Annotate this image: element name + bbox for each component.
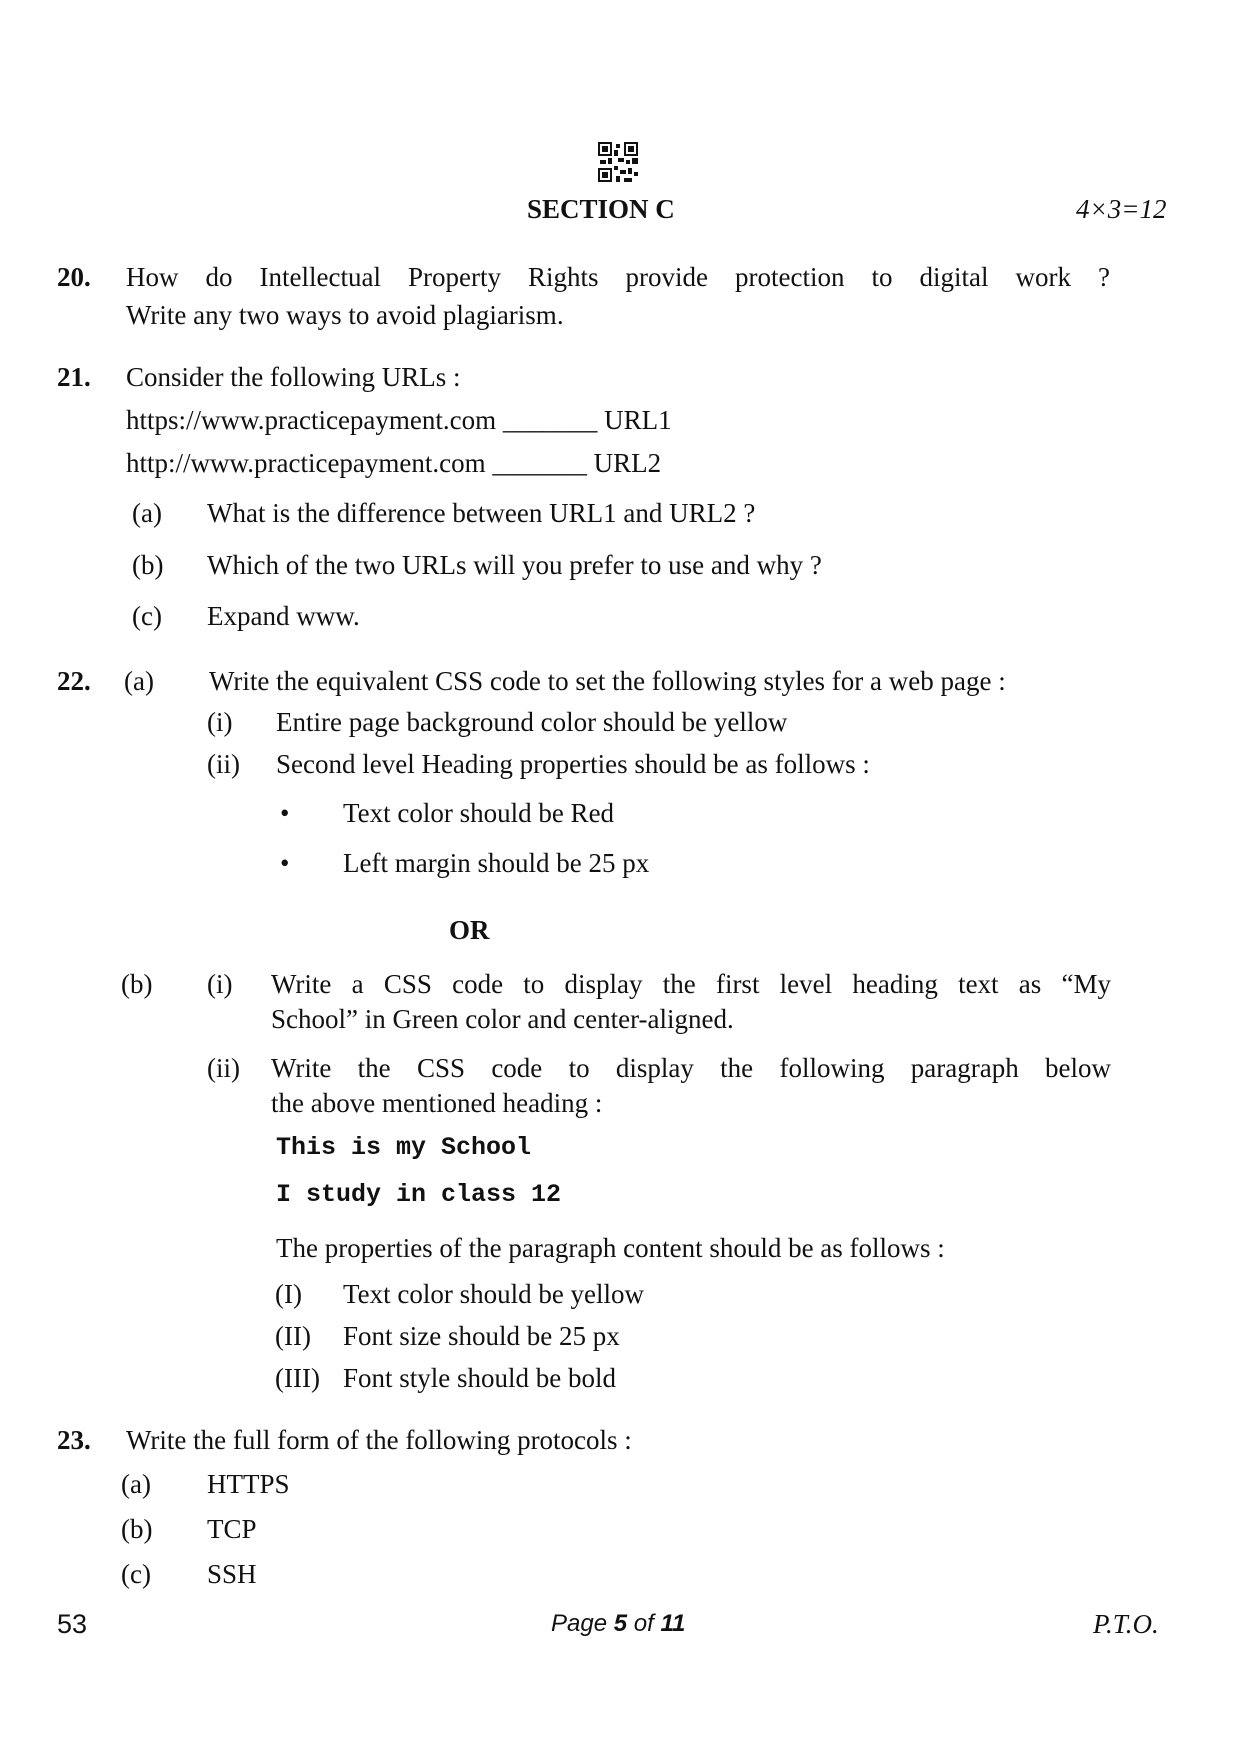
page-indicator: Page 5 of 11 — [551, 1610, 686, 1637]
q23-part-label: (b) — [121, 1514, 153, 1544]
q22-bullet-text: Left margin should be 25 px — [343, 848, 650, 878]
pto-label: P.T.O. — [1093, 1609, 1159, 1639]
section-title: SECTION C — [527, 194, 675, 224]
q22-a-text: Write the equivalent CSS code to set the following styles for a web page : — [209, 666, 1006, 696]
q22-bullet-text: Text color should be Red — [343, 798, 615, 828]
q22-b-ii-line1: Write the CSS code to display the following paragraph below — [271, 1053, 1111, 1083]
q22-b-ii-label: (ii) — [207, 1053, 240, 1083]
q22-b-label: (b) — [121, 969, 153, 999]
q22-prop-label: (II) — [275, 1321, 311, 1351]
q23-part-text: HTTPS — [207, 1469, 290, 1499]
q22-b-i-label: (i) — [207, 969, 233, 999]
q21-part-text: Which of the two URLs will you prefer to use and why ? — [207, 550, 822, 580]
bullet-icon: • — [280, 848, 290, 878]
q21-part-label: (c) — [132, 601, 162, 631]
q22-prop-text: Font style should be bold — [343, 1363, 617, 1393]
question-number-20: 20. — [57, 262, 91, 292]
q22-prop-text: Text color should be yellow — [343, 1279, 645, 1309]
q23-part-text: SSH — [207, 1559, 257, 1589]
q22-b-i-line2: School” in Green color and center-aligned. — [271, 1004, 734, 1034]
code-line-1: This is my School — [276, 1133, 532, 1162]
q23-intro: Write the full form of the following protocols : — [126, 1425, 632, 1455]
question-number-22: 22. — [57, 666, 91, 696]
or-divider: OR — [449, 915, 490, 945]
q21-part-label: (a) — [132, 498, 162, 528]
q22-a-ii-label: (ii) — [207, 749, 240, 779]
q22-a-i-text: Entire page background color should be yellow — [276, 707, 788, 737]
q21-part-text: What is the difference between URL1 and URL2 ? — [207, 498, 756, 528]
q20-line1: How do Intellectual Property Rights provide protection to digital work ? — [126, 262, 1110, 292]
q22-a-label: (a) — [124, 666, 154, 696]
q22-a-i-label: (i) — [207, 707, 233, 737]
q21-url1: https://www.practicepayment.com _______ URL1 — [126, 405, 672, 435]
q22-b-i-line1: Write a CSS code to display the first level heading text as “My — [271, 969, 1111, 999]
q21-url2: http://www.practicepayment.com _______ URL2 — [126, 448, 662, 478]
q20-line2: Write any two ways to avoid plagiarism. — [126, 300, 564, 330]
q23-part-text: TCP — [207, 1514, 257, 1544]
q22-props-intro: The properties of the paragraph content should be as follows : — [276, 1233, 945, 1263]
q21-part-text: Expand www. — [207, 601, 360, 631]
q22-prop-label: (I) — [275, 1279, 302, 1309]
q22-prop-text: Font size should be 25 px — [343, 1321, 620, 1351]
q21-intro: Consider the following URLs : — [126, 362, 461, 392]
q22-prop-label: (III) — [275, 1363, 320, 1393]
qr-code-icon — [598, 142, 638, 182]
question-number-21: 21. — [57, 362, 91, 392]
paper-code: 53 — [57, 1609, 88, 1639]
q22-a-ii-text: Second level Heading properties should be as follows : — [276, 749, 870, 779]
bullet-icon: • — [280, 798, 290, 828]
page-total: 11 — [660, 1610, 686, 1637]
q23-part-label: (a) — [121, 1469, 151, 1499]
question-number-23: 23. — [57, 1425, 91, 1455]
section-marks: 4×3=12 — [1076, 194, 1167, 224]
code-line-2: I study in class 12 — [276, 1180, 562, 1209]
q23-part-label: (c) — [121, 1559, 151, 1589]
page-current: 5 — [613, 1610, 628, 1637]
q22-b-ii-line2: the above mentioned heading : — [271, 1088, 603, 1118]
q21-part-label: (b) — [132, 550, 164, 580]
